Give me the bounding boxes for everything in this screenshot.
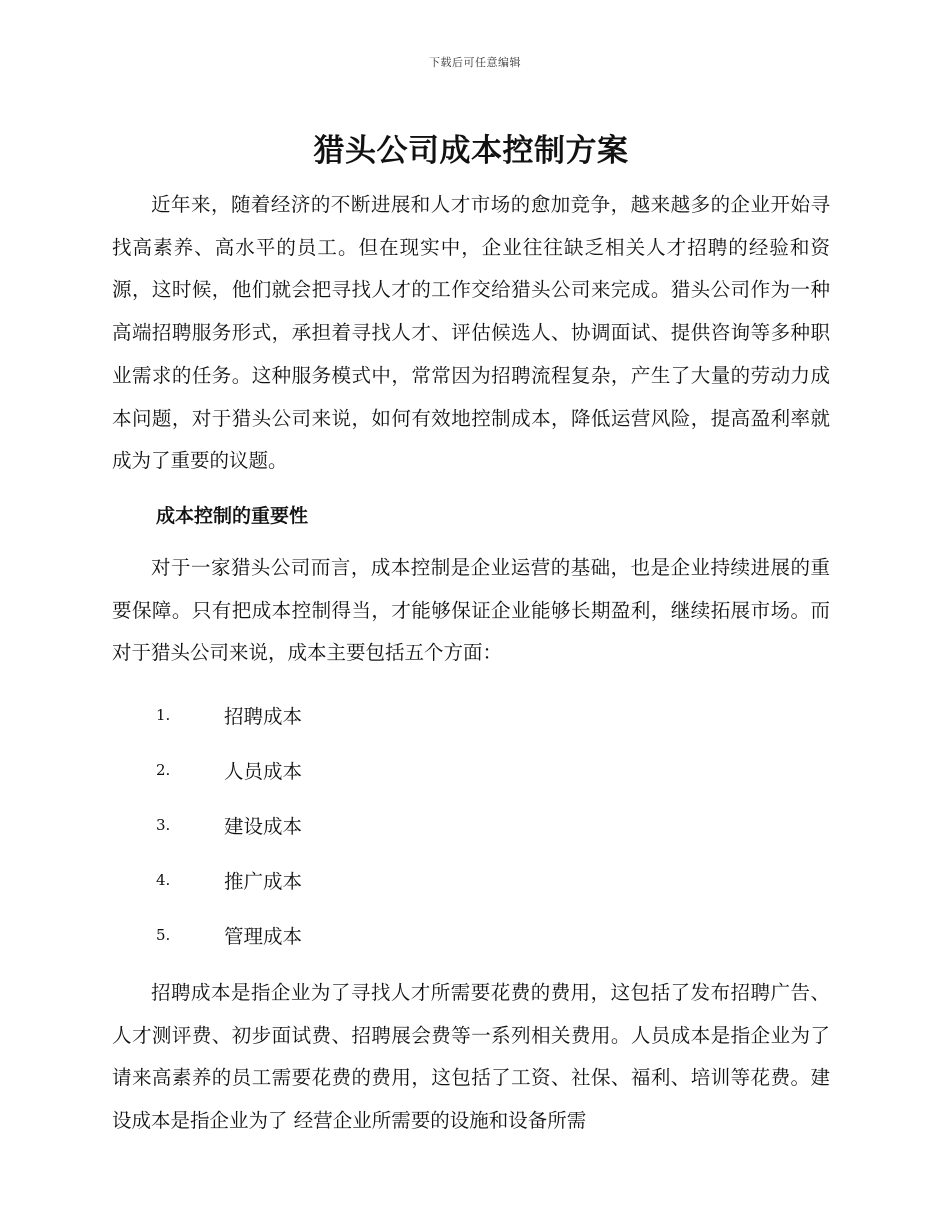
list-label: 人员成本 [224,759,303,783]
section-heading: 成本控制的重要性 [156,504,309,527]
list-number: 4. [156,870,171,889]
page-header-note: 下载后可任意编辑 [429,56,521,69]
list-number: 2. [156,760,171,779]
list-item [112,742,830,797]
list-label: 招聘成本 [224,704,303,728]
list-label: 建设成本 [224,814,303,838]
document-title: 猎头公司成本控制方案 [313,133,629,169]
list-item [112,687,830,742]
list-number: 3. [156,815,171,834]
intro-paragraph: 近年来，随着经济的不断进展和人才市场的愈加竞争，越来越多的企业开始寻找高素养、高水平的员工。但在现实中，企业往往缺乏相关人才招聘的经验和资源，这时候，他们就会把寻找人才的工作交给猎头公司来完成。猎头公司作为一种高端招聘服务形式，承担着寻找人才、评估候选人、协调面试、提供咨询等多种职业需求的任务。这种服务模式中，常常因为招聘流程复杂，产生了大量的劳动力成本问题，对于猎头公司来说，如何有效地控制成本，降低运营风险，提高盈利率就成为了重要的议题。 [112,193,830,473]
list-item [112,852,830,907]
list-label: 管理成本 [224,924,303,948]
list-item [112,907,830,962]
closing-paragraph: 招聘成本是指企业为了寻找人才所需要花费的费用，这包括了发布招聘广告、人才测评费、初步面试费、招聘展会费等一系列相关费用。人员成本是指企业为了请来高素养的员工需要花费的费用，这包括了工资、社保、福利、培训等花费。建设成本是指企业为了 经营企业所需要的设施和设备所需 [112,981,830,1133]
list-number: 5. [156,925,171,944]
list-item [112,797,830,852]
list-label: 推广成本 [224,869,303,893]
document-body [112,128,830,1143]
section-paragraph: 对于一家猎头公司而言，成本控制是企业运营的基础，也是企业持续进展的重要保障。只有把成本控制得当，才能够保证企业能够长期盈利，继续拓展市场。而对于猎头公司来说，成本主要包括五个方面： [112,555,830,665]
list-number: 1. [156,705,171,724]
cost-list [112,687,830,962]
